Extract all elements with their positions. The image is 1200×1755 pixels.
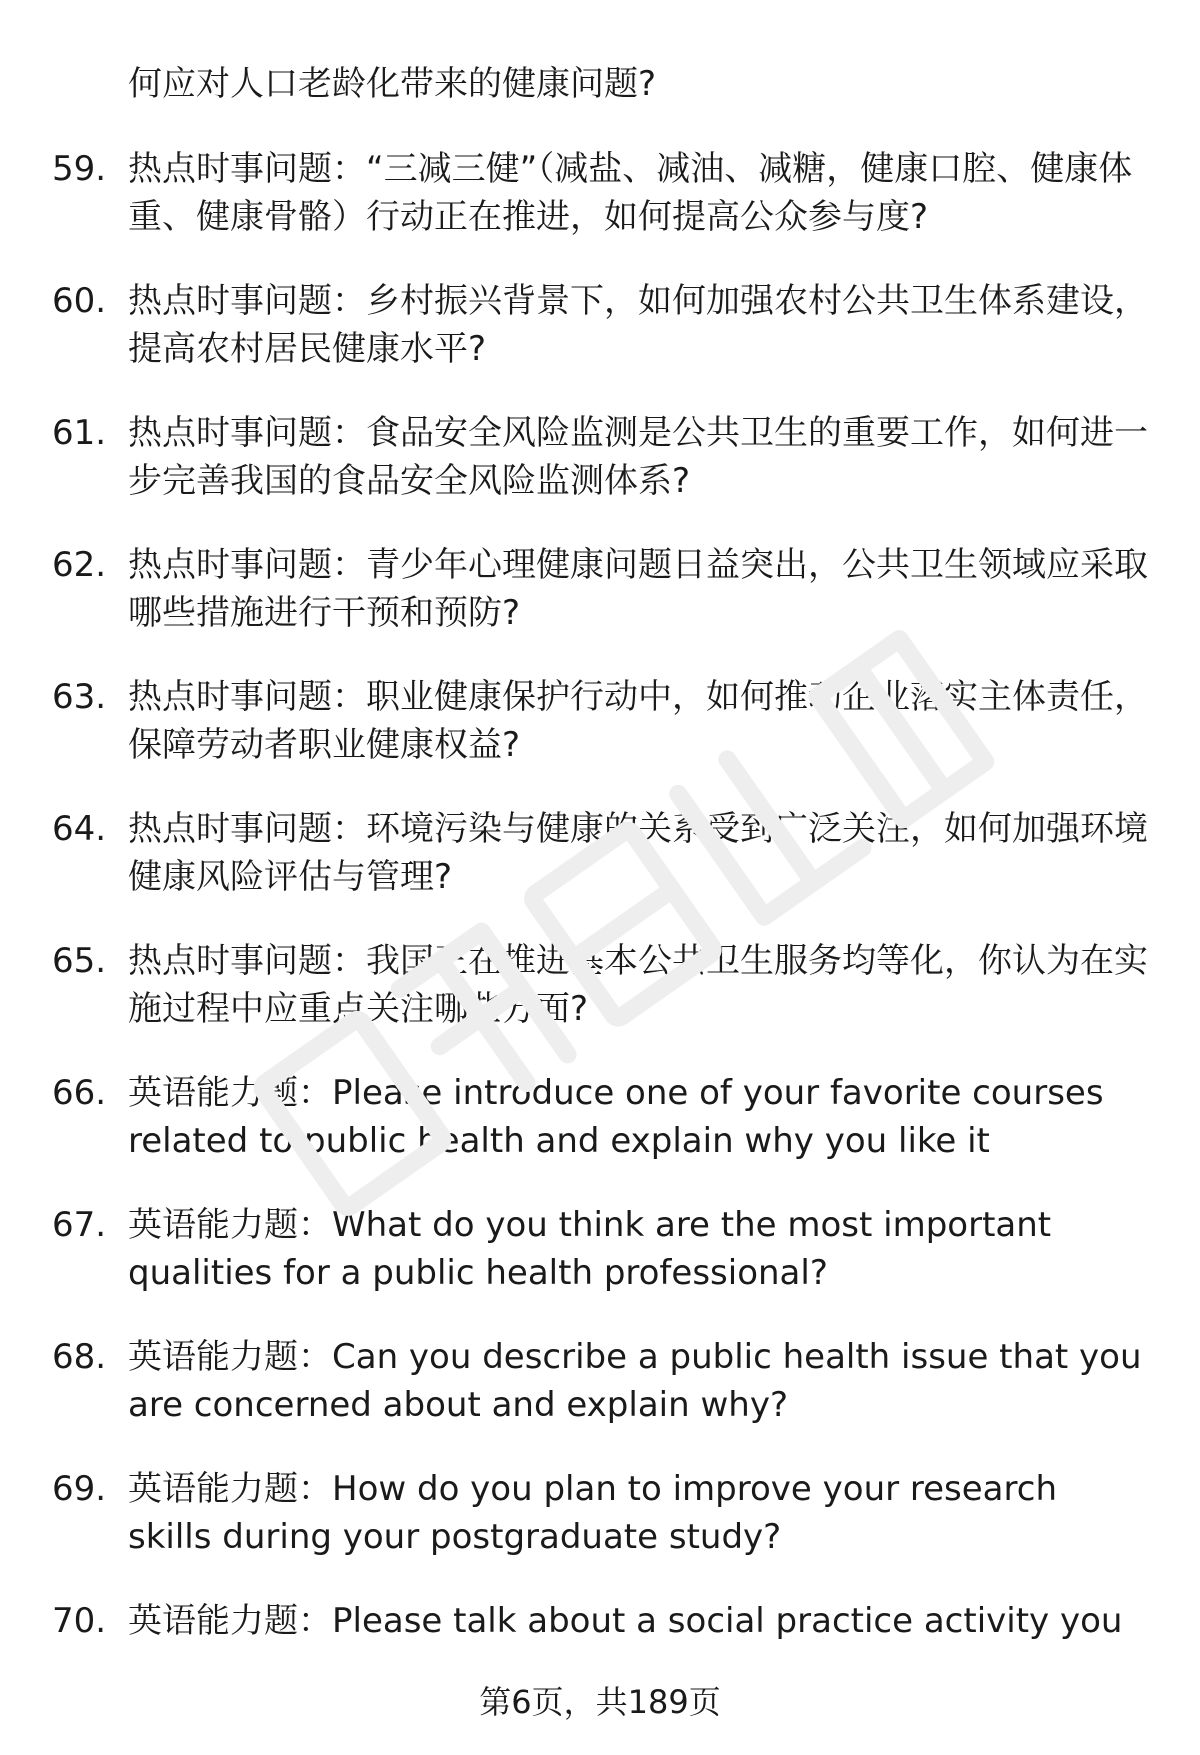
question-number: 62. bbox=[52, 545, 107, 585]
question-text: 热点时事问题：青少年心理健康问题日益突出，公共卫生领域应采取哪些措施进行干预和预防? bbox=[128, 545, 1148, 633]
question-item bbox=[0, 145, 1200, 277]
question-item bbox=[0, 1069, 1200, 1201]
question-list bbox=[0, 145, 1200, 1729]
question-item bbox=[0, 805, 1200, 937]
question-text: 英语能力题：Can you describe a public health issue that you are concerned about and explain why? bbox=[128, 1337, 1142, 1425]
question-item bbox=[0, 277, 1200, 409]
continued-question-text: 何应对人口老龄化带来的健康问题? bbox=[128, 64, 657, 104]
question-item bbox=[0, 409, 1200, 541]
question-number: 59. bbox=[52, 149, 107, 189]
question-item bbox=[0, 937, 1200, 1069]
question-number: 68. bbox=[52, 1337, 107, 1377]
question-number: 63. bbox=[52, 677, 107, 717]
question-text: 英语能力题：How do you plan to improve your research skills during your postgraduate study? bbox=[128, 1469, 1057, 1557]
question-number: 64. bbox=[52, 809, 107, 849]
question-item bbox=[0, 1465, 1200, 1597]
question-text: 热点时事问题：我国正在推进基本公共卫生服务均等化，你认为在实施过程中应重点关注哪些方面? bbox=[128, 941, 1148, 1029]
question-item bbox=[0, 673, 1200, 805]
question-text: 热点时事问题：乡村振兴背景下，如何加强农村公共卫生体系建设，提高农村居民健康水平? bbox=[128, 281, 1148, 369]
question-text: 热点时事问题：“三减三健”（减盐、减油、减糖，健康口腔、健康体重、健康骨骼）行动正在推进，如何提高公众参与度? bbox=[128, 149, 1133, 237]
question-item bbox=[0, 1333, 1200, 1465]
question-number: 65. bbox=[52, 941, 107, 981]
question-number: 61. bbox=[52, 413, 107, 453]
question-number: 70. bbox=[52, 1601, 107, 1641]
question-text: 英语能力题：Please introduce one of your favorite courses related to public health and explain why you like it bbox=[128, 1073, 1104, 1161]
question-item bbox=[0, 541, 1200, 673]
page-footer: 第6页，共189页 bbox=[479, 1683, 721, 1721]
question-item bbox=[0, 1201, 1200, 1333]
question-number: 66. bbox=[52, 1073, 107, 1113]
question-number: 67. bbox=[52, 1205, 107, 1245]
question-text: 热点时事问题：职业健康保护行动中，如何推动企业落实主体责任，保障劳动者职业健康权益? bbox=[128, 677, 1148, 765]
question-text: 英语能力题：Please talk about a social practice activity you bbox=[128, 1601, 1123, 1641]
question-text: 热点时事问题：环境污染与健康的关系受到广泛关注，如何加强环境健康风险评估与管理? bbox=[128, 809, 1148, 897]
question-number: 60. bbox=[52, 281, 107, 321]
question-number: 69. bbox=[52, 1469, 107, 1509]
question-text: 英语能力题：What do you think are the most important qualities for a public health professional? bbox=[128, 1205, 1052, 1293]
question-text: 热点时事问题：食品安全风险监测是公共卫生的重要工作，如何进一步完善我国的食品安全风险监测体系? bbox=[128, 413, 1148, 501]
